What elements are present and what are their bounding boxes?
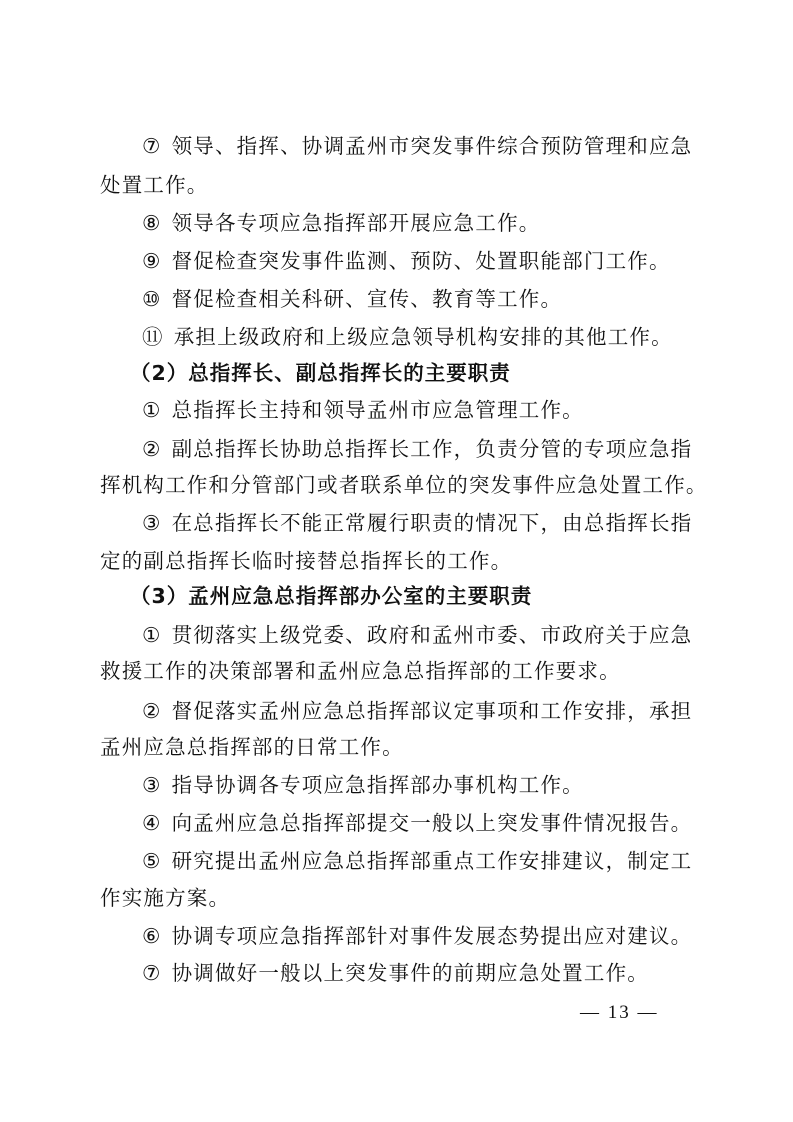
page-number: — 13 —: [580, 1002, 659, 1023]
paragraph-line: [100, 658, 700, 684]
paragraph-text: 在总指挥长不能正常履行职责的情况下，由总指挥长指: [171, 511, 693, 535]
item-number: ⑦: [142, 961, 162, 985]
item-number: ②: [142, 699, 162, 723]
item-number: ②: [142, 437, 162, 461]
paragraph-line: [142, 848, 742, 874]
paragraph-line: [142, 772, 742, 798]
paragraph-line: [142, 810, 742, 836]
item-number: ①: [142, 623, 162, 647]
paragraph-text: 孟州应急总指挥部的日常工作。: [100, 735, 404, 759]
paragraph-text: 督促落实孟州应急总指挥部议定事项和工作安排，承担: [171, 699, 693, 723]
item-number: ④: [142, 811, 162, 835]
section-heading: （2）总指挥长、副总指挥长的主要职责: [130, 361, 511, 385]
item-number: ⑪: [142, 325, 164, 349]
paragraph-line: [100, 548, 700, 574]
paragraph-text: 指导协调各专项应急指挥部办事机构工作。: [171, 773, 584, 797]
paragraph-line: [142, 248, 742, 274]
paragraph-line: [142, 397, 742, 423]
paragraph-line: [142, 324, 742, 350]
paragraph-line: [100, 472, 708, 498]
paragraph-text: 作实施方案。: [100, 886, 231, 910]
item-number: ⑦: [142, 134, 162, 158]
item-number: ⑨: [142, 249, 162, 273]
paragraph-text: 督促检查突发事件监测、预防、处置职能部门工作。: [171, 249, 671, 273]
item-number: ③: [142, 511, 162, 535]
section-heading: （3）孟州应急总指挥部办公室的主要职责: [130, 584, 533, 608]
paragraph-line: [100, 172, 700, 198]
paragraph-text: 总指挥长主持和领导孟州市应急管理工作。: [171, 398, 584, 422]
paragraph-line: [142, 436, 742, 462]
paragraph-line: [142, 133, 742, 159]
paragraph-line: [142, 622, 742, 648]
paragraph-line: [142, 286, 742, 312]
paragraph-text: 贯彻落实上级党委、政府和孟州市委、市政府关于应急: [171, 623, 693, 647]
paragraph-text: 向孟州应急总指挥部提交一般以上突发事件情况报告。: [171, 811, 693, 835]
paragraph-line: [142, 923, 742, 949]
paragraph-line: [142, 210, 742, 236]
item-number: ①: [142, 398, 162, 422]
paragraph-text: 副总指挥长协助总指挥长工作，负责分管的专项应急指: [171, 437, 693, 461]
paragraph-line: [100, 885, 700, 911]
paragraph-text: 承担上级政府和上级应急领导机构安排的其他工作。: [173, 325, 673, 349]
paragraph-text: 定的副总指挥长临时接替总指挥长的工作。: [100, 549, 513, 573]
paragraph-text: 领导、指挥、协调孟州市突发事件综合预防管理和应急: [171, 134, 693, 158]
paragraph-text: 挥机构工作和分管部门或者联系单位的突发事件应急处置工作。: [100, 473, 708, 497]
item-number: ③: [142, 773, 162, 797]
paragraph-text: 领导各专项应急指挥部开展应急工作。: [171, 211, 541, 235]
item-number: ⑧: [142, 211, 162, 235]
paragraph-text: 处置工作。: [100, 173, 209, 197]
paragraph-line: [100, 734, 700, 760]
paragraph-line: [142, 960, 742, 986]
item-number: ⑤: [142, 849, 162, 873]
item-number: ⑩: [142, 287, 162, 311]
paragraph-text: 研究提出孟州应急总指挥部重点工作安排建议，制定工: [171, 849, 693, 873]
paragraph-text: 协调专项应急指挥部针对事件发展态势提出应对建议。: [171, 924, 693, 948]
paragraph-line: [142, 510, 742, 536]
paragraph-line: [142, 698, 742, 724]
item-number: ⑥: [142, 924, 162, 948]
paragraph-text: 救援工作的决策部署和孟州应急总指挥部的工作要求。: [100, 659, 621, 683]
paragraph-text: 协调做好一般以上突发事件的前期应急处置工作。: [171, 961, 649, 985]
paragraph-text: 督促检查相关科研、宣传、教育等工作。: [171, 287, 563, 311]
